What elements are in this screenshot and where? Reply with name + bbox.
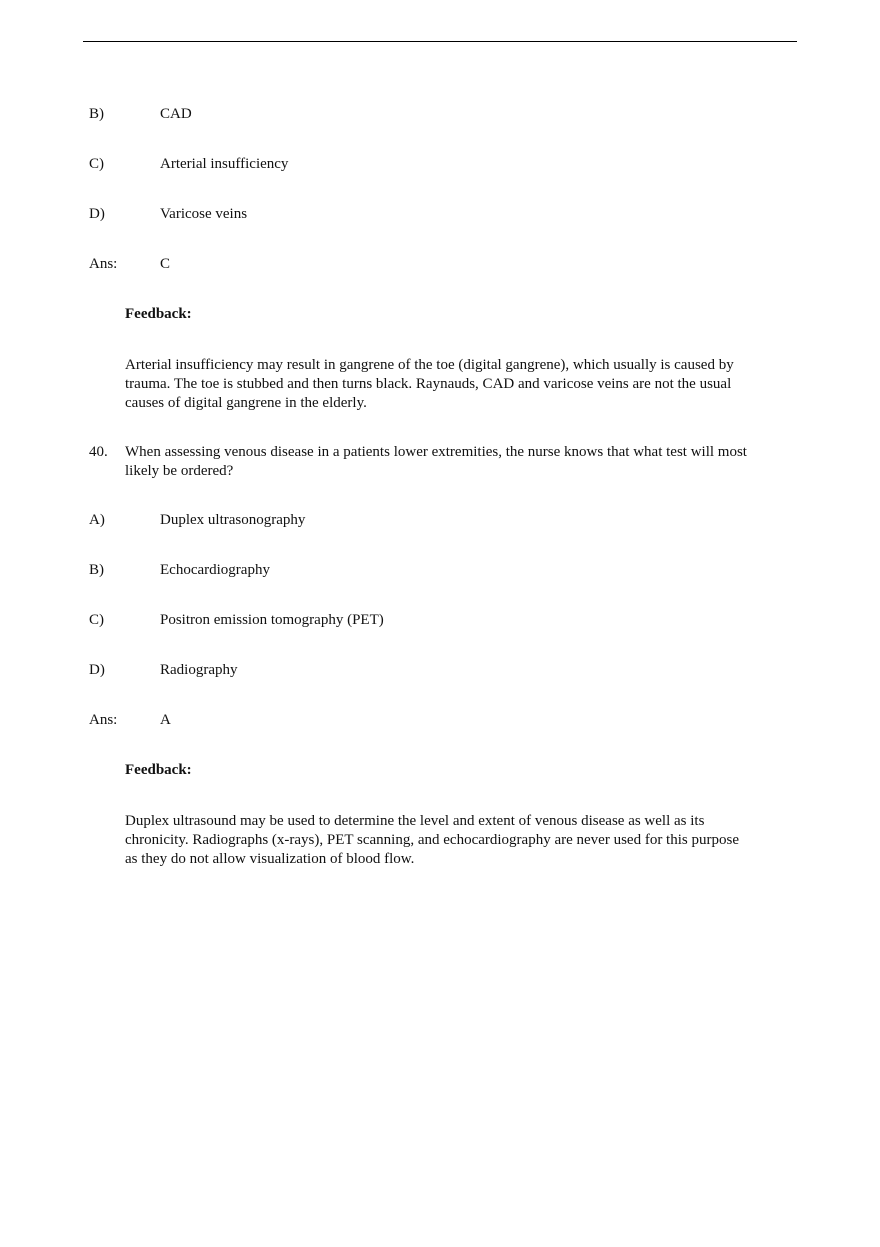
q40-option-text: Duplex ultrasonography: [160, 512, 306, 528]
q39-option-text: CAD: [160, 106, 192, 122]
q39-feedback-heading: Feedback:: [125, 306, 192, 322]
q39-option-label: C): [89, 156, 104, 172]
q39-option-text: Arterial insufficiency: [160, 156, 289, 172]
q40-feedback-line: chronicity. Radiographs (x-rays), PET scanning, and echocardiography are never used for this purpose: [125, 832, 739, 848]
q40-feedback-line: as they do not allow visualization of blood flow.: [125, 851, 415, 867]
q40-number: 40.: [89, 444, 108, 460]
q40-feedback-line: Duplex ultrasound may be used to determine the level and extent of venous disease as well as its: [125, 813, 705, 829]
q39-answer: C: [160, 256, 171, 272]
q39-option-text: Varicose veins: [160, 206, 248, 222]
q39-feedback-line: causes of digital gangrene in the elderly.: [125, 395, 367, 411]
q40-option-label: B): [89, 562, 104, 578]
q39-option-label: B): [89, 106, 104, 122]
q40-option-label: D): [89, 662, 105, 678]
q40-option-label: C): [89, 612, 104, 628]
q40-ans-label: Ans:: [89, 712, 118, 728]
q40-question-line: When assessing venous disease in a patients lower extremities, the nurse knows that what test will most: [125, 444, 747, 460]
q40-option-text: Positron emission tomography (PET): [160, 612, 384, 628]
q40-option-label: A): [89, 512, 105, 528]
q39-ans-label: Ans:: [89, 256, 118, 272]
q40-option-text: Radiography: [160, 662, 238, 678]
q40-question-line: likely be ordered?: [125, 463, 234, 479]
q39-feedback-line: trauma. The toe is stubbed and then turns black. Raynauds, CAD and varicose veins are not the usual: [125, 376, 732, 392]
q40-option-text: Echocardiography: [160, 562, 270, 578]
q40-answer: A: [160, 712, 171, 728]
q39-feedback-line: Arterial insufficiency may result in gangrene of the toe (digital gangrene), which usually is caused by: [125, 357, 734, 373]
q40-feedback-heading: Feedback:: [125, 762, 192, 778]
q39-option-label: D): [89, 206, 105, 222]
header-rule: [83, 41, 797, 42]
